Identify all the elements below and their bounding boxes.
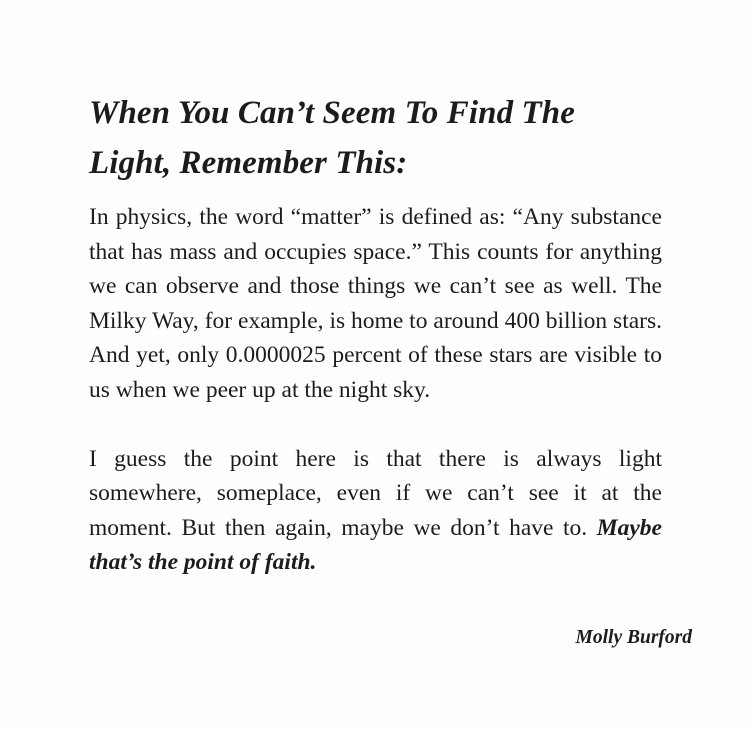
title-line-2: Light, Remember This: [89,145,408,181]
author-signature: Molly Burford [575,627,692,648]
quote-document [89,88,662,580]
paragraph-physics: In physics, the word “matter” is defined as: “Any substance that has mass and occupies space.” This counts for anything we can observe and those things we can’t see as well. The Milky Way, for example, is home to around 400 billion stars. And yet, only 0.0000025 percent of these stars are visible to us when we peer up at the night sky. [89,204,662,403]
document-title [89,88,662,188]
paragraph-emphasis: Maybe that’s the point of faith. [89,514,662,576]
title-line-1: When You Can’t Seem To Find The [89,95,575,131]
paragraph-light [89,442,662,580]
paragraph-light-text: I guess the point here is that there is always light somewhere, someplace, even if we can’t see it at the moment. But then again, maybe we don’t have to. [89,445,662,541]
